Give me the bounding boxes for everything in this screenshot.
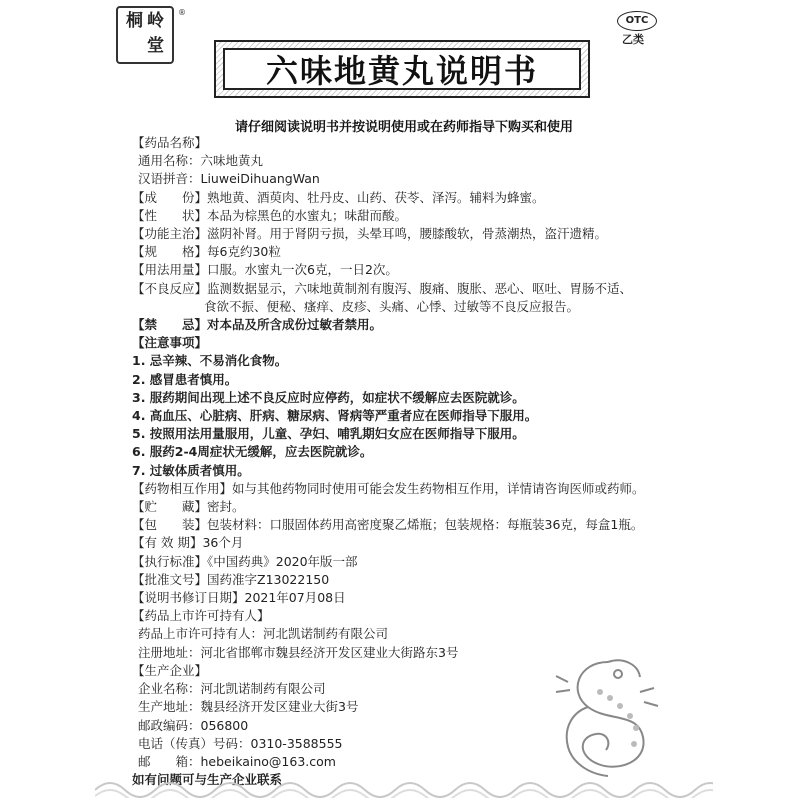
wave-pattern-icon <box>95 768 713 798</box>
logo-char: 岭 <box>147 11 164 31</box>
page-title: 六味地黄丸说明书 <box>223 48 581 90</box>
section-heading: 【生产企业】 <box>132 662 208 678</box>
text-line: 【批准文号】国药准字Z13022150 <box>132 571 330 587</box>
text-line: 注册地址：河北省邯郸市魏县经济开发区建业大街路东3号 <box>138 644 459 660</box>
precaution-item: 6. 服药2-4周症状无缓解，应去医院就诊。 <box>132 444 373 460</box>
text-line: 【性 状】本品为棕黑色的水蜜丸；味甜而酸。 <box>132 207 408 223</box>
text-line: 【有 效 期】36个月 <box>132 535 244 551</box>
text-line: 【用法用量】口服。水蜜丸一次6克，一日2次。 <box>132 262 398 278</box>
text-line: 【执行标准】《中国药典》2020年版一部 <box>132 553 358 569</box>
title-frame <box>214 40 590 98</box>
section-heading: 【注意事项】 <box>132 335 208 351</box>
text-line: 生产地址：魏县经济开发区建业大街3号 <box>138 699 359 715</box>
logo-char: 堂 <box>147 36 164 56</box>
otc-badge: OTC <box>617 11 657 31</box>
text-line: 【成 份】熟地黄、酒萸肉、牡丹皮、山药、茯苓、泽泻。辅料为蜂蜜。 <box>132 189 545 205</box>
brand-logo <box>116 6 174 64</box>
dragon-icon <box>548 652 668 782</box>
text-line: 电话（传真）号码：0310-3588555 <box>138 735 343 751</box>
usage-warning: 请仔细阅读说明书并按说明使用或在药师指导下购买和使用 <box>234 120 573 135</box>
text-line: 【禁 忌】对本品及所含成份过敏者禁用。 <box>132 317 383 333</box>
otc-class-label: 乙类 <box>622 33 644 46</box>
precaution-item: 2. 感冒患者慎用。 <box>132 371 238 387</box>
text-line: 【说明书修订日期】2021年07月08日 <box>132 590 346 606</box>
registered-mark: ® <box>178 8 186 17</box>
text-line: 【包 装】包装材料：口服固体药用高密度聚乙烯瓶；包装规格：每瓶装36克，每盒1瓶。 <box>132 517 644 533</box>
text-line: 企业名称：河北凯诺制药有限公司 <box>138 681 326 697</box>
section-heading: 【药品上市许可持有人】 <box>132 608 270 624</box>
precaution-item: 4. 高血压、心脏病、肝病、糖尿病、肾病等严重者应在医师指导下服用。 <box>132 408 538 424</box>
section-heading: 【药品名称】 <box>132 135 208 150</box>
text-line: 药品上市许可持有人：河北凯诺制药有限公司 <box>138 626 389 642</box>
text-line: 邮 箱：hebeikaino@163.com <box>138 753 336 769</box>
precaution-item: 7. 过敏体质者慎用。 <box>132 462 250 478</box>
text-line: 【不良反应】监测数据显示，六味地黄制剂有腹泻、腹痛、腹胀、恶心、呕吐、胃肠不适、 <box>132 280 633 296</box>
contact-note: 如有问题可与生产企业联系 <box>132 772 283 788</box>
text-line: 【规 格】每6克约30粒 <box>132 244 281 260</box>
precaution-item: 3. 服药期间出现上述不良反应时应停药，如症状不缓解应去医院就诊。 <box>132 389 525 405</box>
text-line: 食欲不振、便秘、瘙痒、皮疹、头痛、心悸、过敏等不良反应报告。 <box>204 298 580 314</box>
logo-char: 桐 <box>126 11 143 31</box>
text-line: 【功能主治】滋阴补肾。用于肾阴亏损，头晕耳鸣，腰膝酸软，骨蒸潮热，盗汗遗精。 <box>132 226 608 242</box>
precaution-item: 5. 按照用法用量服用，儿童、孕妇、哺乳期妇女应在医师指导下服用。 <box>132 426 525 442</box>
text-line: 邮政编码：056800 <box>138 717 249 733</box>
text-line: 通用名称：六味地黄丸 <box>138 153 264 169</box>
precaution-item: 1. 忌辛辣、不易消化食物。 <box>132 353 288 369</box>
text-line: 【贮 藏】密封。 <box>132 499 245 515</box>
text-line: 汉语拼音：LiuweiDihuangWan <box>138 171 320 187</box>
text-line: 【药物相互作用】如与其他药物同时使用可能会发生药物相互作用，详情请咨询医师或药师。 <box>132 480 645 496</box>
